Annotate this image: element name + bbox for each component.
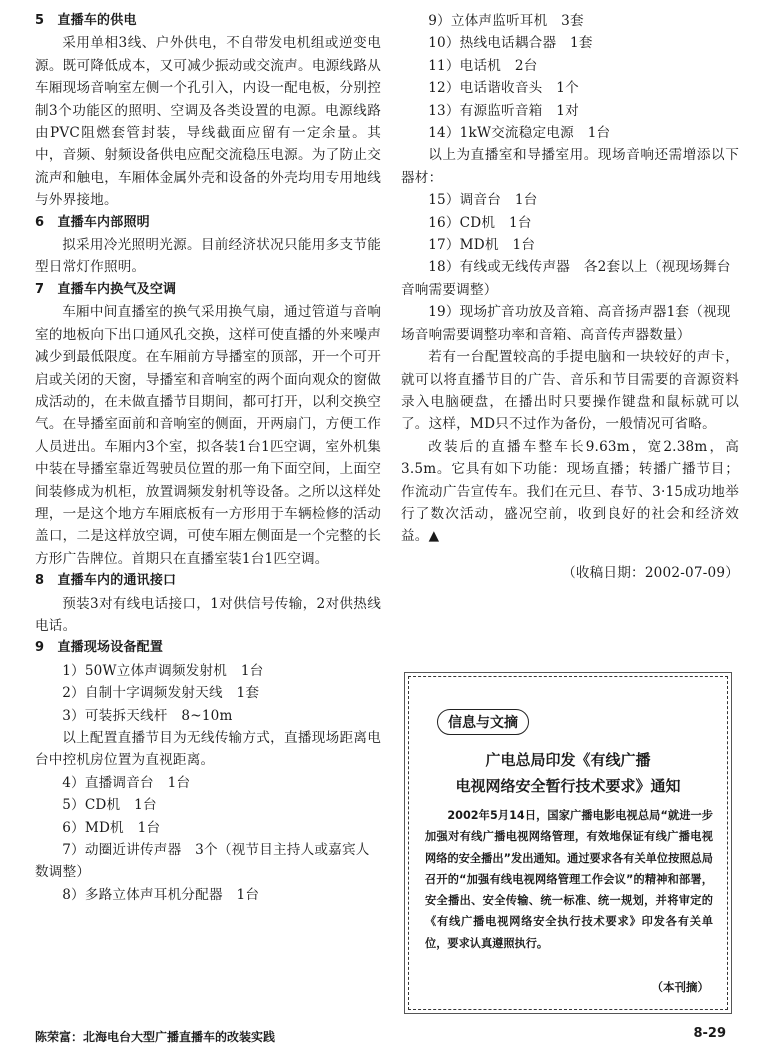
section-7-heading: 7 直播车内换气及空调	[35, 281, 177, 297]
equipment-item: 4）直播调音台 1台	[62, 774, 191, 791]
equipment-item: 13）有源监听音箱 1对	[428, 102, 579, 119]
received-date: （收稿日期：2002-07-09）	[562, 564, 739, 581]
section-9-heading: 9 直播现场设备配置	[35, 640, 164, 656]
section-5-heading: 5 直播车的供电	[35, 13, 137, 28]
equipment-item: 2）自制十字调频发射天线 1套	[62, 685, 260, 702]
digest-title-line: 广电总局印发《有线广播	[485, 751, 651, 769]
equipment-item: 18）有线或无线传声器 各2套以上（视现场舞台音响需要调整）	[401, 259, 731, 298]
section-9-paragraph: 以上配置直播节目为无线传输方式，直播现场距离电台中控机房位置为直视距离。	[35, 730, 381, 769]
section-7-paragraph: 车厢中间直播室的换气采用换气扇，通过管道与音响室的地板向下出口通风孔交换，这样可使直播的外来噪声减少到最低限度。在车厢前方导播室的顶部，开一个可开启或关闭的天窗，导播室和音响室的两个面向观众的窗做成活动的，在未做直播节目期间，都可打开，以利交换空气。在导播室面前和音响室的侧面，开两扇门，方便工作人员进出。车厢内3个室，拟各装1台1匹空调，室外机集中装在导播室靠近驾驶员位置的那一角下面空间，上面空间装修成为机柜，放置调频发射机等设备。之所以这样处理，一是这个地方车厢底板有一方形用于车辆检修的活动盖口，二是这样放空调，可使车厢左侧面是一个完整的长方形广告牌位。首期只在直播室装1台1匹空调。	[35, 304, 381, 567]
section-6-paragraph: 拟采用冷光照明光源。目前经济状况只能用多支节能型日常灯作照明。	[35, 237, 381, 276]
digest-title	[409, 747, 727, 799]
summary-paragraph: 改装后的直播车整车长9.63m，宽2.38m，高3.5m。它具有如下功能：现场直播；转播广播节目；作流动广告宣传车。我们在元旦、春节、3·15成功地举行了数次活动，盛况空前，收到良好的社会和经济效益。▲	[401, 438, 739, 545]
digest-source: （本刊摘）	[651, 980, 709, 994]
equipment-item: 6）MD机 1台	[62, 819, 161, 836]
equipment-item: 5）CD机 1台	[62, 797, 157, 814]
section-5-paragraph: 采用单相3线、户外供电，不自带发电机组或逆变电源。既可降低成本，又可减少振动或交流声。电源线路从车厢现场音响室左侧一个孔引入，内设一配电板，分别控制3个功能区的照明、空调及各类设置的电源。电源线路由PVC阻燃套管封装，导线截面应留有一定余量。其中，音频、射频设备供电应配交流稳压电源。为了防止交流声和触电，车厢体金属外壳和设备的外壳均用专用地线与外界接地。	[35, 35, 381, 209]
equipment-note: 以上为直播室和导播室用。现场音响还需增添以下器材：	[401, 147, 739, 186]
right-column	[401, 10, 739, 584]
running-footer: 陈荣富：北海电台大型广播直播车的改装实践	[35, 1030, 276, 1044]
equipment-item: 8）多路立体声耳机分配器 1台	[62, 886, 260, 903]
equipment-item: 9）立体声监听耳机 3套	[428, 13, 584, 29]
equipment-item: 14）1kW交流稳定电源 1台	[428, 125, 611, 142]
equipment-item: 17）MD机 1台	[428, 237, 536, 254]
section-8-heading: 8 直播车内的通讯接口	[35, 573, 177, 589]
laptop-paragraph: 若有一台配置较高的手提电脑和一块较好的声卡，就可以将直播节目的广告、音乐和节目需要的音源资料录入电脑硬盘，在播出时只要操作键盘和鼠标就可以了。这样，MD只不过作为备份，一般情况可省略。	[401, 349, 739, 433]
digest-tag: 信息与文摘	[437, 709, 529, 735]
equipment-item: 19）现场扩音功放及音箱、高音扬声器1套（视现场音响需要调整功率和音箱、高音传声器数量）	[401, 304, 731, 343]
section-8-paragraph: 预装3对有线电话接口，1对供信号传输，2对供热线电话。	[35, 595, 381, 634]
equipment-item: 1）50W立体声调频发射机 1台	[62, 662, 264, 679]
equipment-item: 10）热线电话耦合器 1套	[428, 35, 593, 52]
equipment-item: 7）动圈近讲传声器 3个（视节目主持人或嘉宾人数调整）	[35, 842, 370, 881]
equipment-item: 15）调音台 1台	[428, 192, 538, 209]
section-6-heading: 6 直播车内部照明	[35, 214, 150, 230]
digest-title-line: 电视网络安全暂行技术要求》通知	[455, 777, 681, 795]
page-number: 8-29	[693, 1026, 726, 1041]
equipment-item: 3）可装拆天线杆 8~10m	[62, 707, 233, 724]
digest-body: 2002年5月14日，国家广播电影电视总局“就进一步加强对有线广播电视网络管理，有效地保证有线广播电视网络的安全播出”发出通知。通过要求各有关单位按照总局召开的“加强有线电视网络管理工作会议”的精神和部署，安全播出、安全传输、统一标准、统一规划，并将审定的《有线广播电视网络安全执行技术要求》印发各有关单位，要求认真遵照执行。	[425, 809, 713, 950]
equipment-item: 16）CD机 1台	[428, 214, 532, 231]
equipment-item: 11）电话机 2台	[428, 57, 538, 74]
news-digest-box	[408, 676, 728, 1010]
equipment-item: 12）电话谐收音头 1个	[428, 80, 579, 97]
left-column	[35, 10, 381, 906]
